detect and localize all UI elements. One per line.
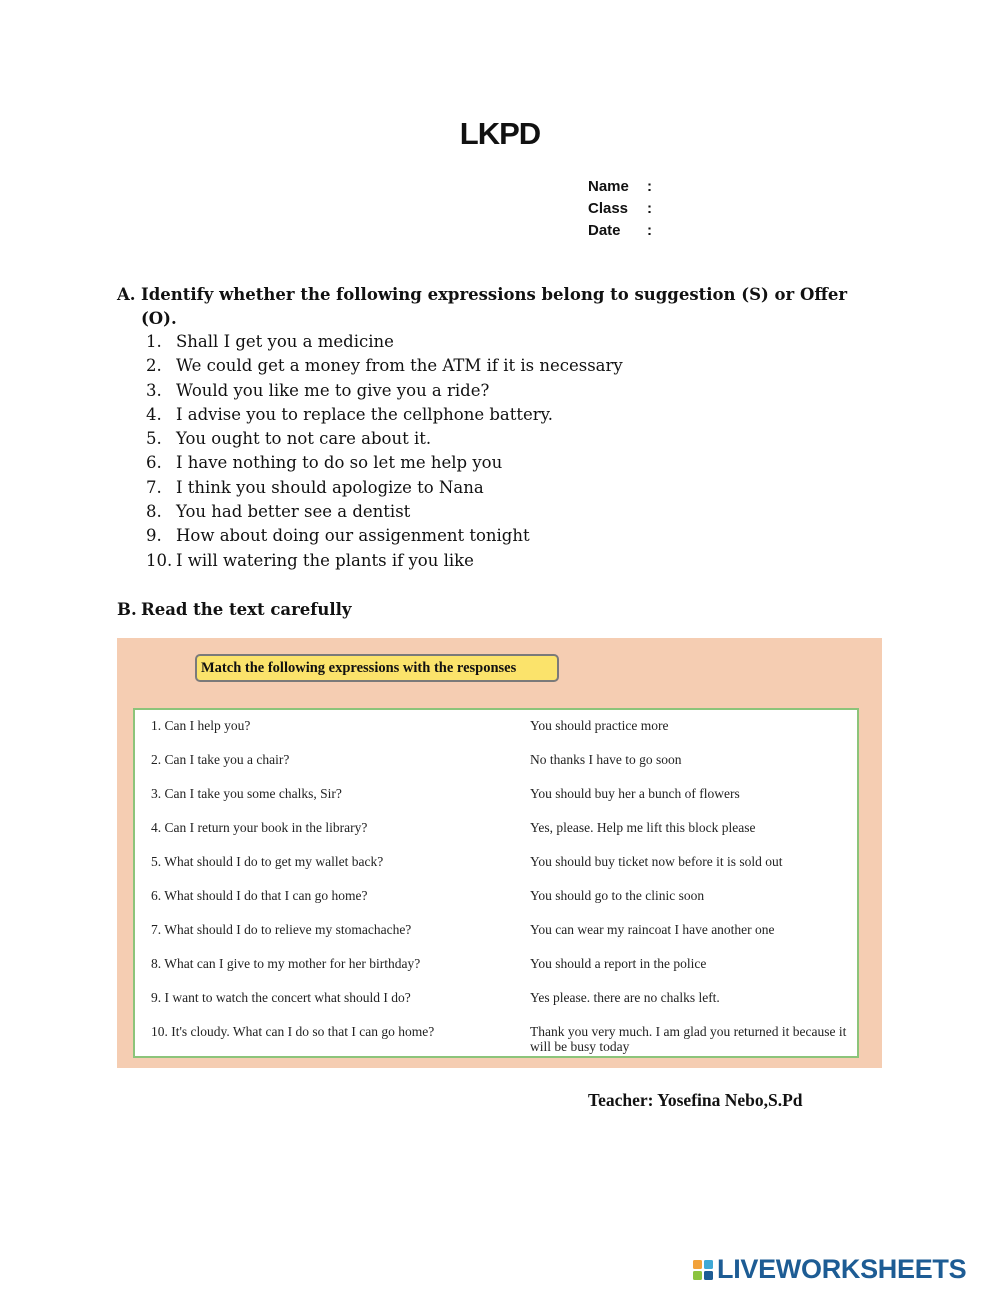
brand-wordmark: LIVEWORKSHEETS	[717, 1254, 967, 1284]
item-number: 5.	[146, 429, 162, 449]
response-cell: You should go to the clinic soon	[530, 888, 705, 903]
item-number: 6.	[146, 453, 162, 473]
list-item	[146, 524, 623, 548]
item-text: Would you like me to give you a ride?	[176, 380, 490, 400]
expression-cell: 3. Can I take you some chalks, Sir?	[151, 786, 342, 801]
item-text: You had better see a dentist	[176, 502, 411, 522]
class-colon: :	[647, 200, 652, 217]
item-text: I think you should apologize to Nana	[176, 477, 484, 497]
item-number: 1.	[146, 332, 162, 351]
expression-cell: 8. What can I give to my mother for her birthday?	[151, 956, 421, 971]
expression-cell: 1. Can I help you?	[151, 718, 251, 733]
item-text: I advise you to replace the cellphone battery.	[176, 404, 554, 424]
item-number: 10.	[146, 550, 173, 570]
response-cell: You can wear my raincoat I have another one	[530, 922, 775, 937]
list-item	[146, 549, 623, 573]
expression-cell: 4. Can I return your book in the library?	[151, 820, 368, 835]
match-panel-header: Match the following expressions with the responses	[195, 654, 559, 682]
list-item	[146, 354, 623, 378]
section-b-instruction	[117, 598, 352, 622]
teacher-name: Teacher: Yosefina Nebo,S.Pd	[588, 1090, 803, 1110]
expression-cell: 2. Can I take you a chair?	[151, 752, 290, 767]
student-info	[588, 176, 657, 242]
expression-cell: 6. What should I do that I can go home?	[151, 888, 368, 903]
item-number: 3.	[146, 380, 162, 400]
section-a-text-line1: Identify whether the following expressions belong to suggestion (S) or Offer	[141, 285, 848, 304]
response-cell: You should practice more	[530, 718, 669, 733]
name-row	[588, 176, 657, 198]
section-a-text-line2: (O).	[141, 309, 177, 328]
item-number: 9.	[146, 526, 162, 546]
item-text: How about doing our assigenment tonight	[176, 526, 530, 546]
page-title: LKPD	[459, 116, 541, 151]
expression-cell: 9. I want to watch the concert what should I do?	[151, 990, 411, 1005]
class-row	[588, 198, 657, 220]
match-table	[133, 708, 859, 1058]
list-item	[146, 403, 623, 427]
name-colon: :	[647, 178, 652, 195]
item-number: 7.	[146, 477, 162, 497]
date-row	[588, 220, 657, 242]
item-number: 2.	[146, 356, 162, 376]
name-label: Name	[588, 178, 629, 195]
response-cell: You should buy ticket now before it is sold out	[530, 854, 783, 869]
expression-cell: 10. It's cloudy. What can I do so that I can go home?	[151, 1024, 435, 1039]
question-list	[146, 330, 623, 573]
response-cell: You should a report in the police	[530, 956, 707, 971]
list-item	[146, 427, 623, 451]
list-item	[146, 500, 623, 524]
item-text: I will watering the plants if you like	[176, 550, 474, 570]
list-item	[146, 379, 623, 403]
expression-cell: 5. What should I do to get my wallet back?	[151, 854, 384, 869]
response-cell: No thanks I have to go soon	[530, 752, 682, 767]
section-b-letter: B.	[117, 600, 137, 619]
item-text: We could get a money from the ATM if it is necessary	[176, 356, 623, 376]
list-item	[146, 476, 623, 500]
response-cell: Thank you very much. I am glad you returned it because it will be busy today	[530, 1024, 847, 1054]
item-number: 4.	[146, 404, 162, 424]
item-text: Shall I get you a medicine	[176, 332, 394, 351]
section-a-instruction	[117, 283, 857, 331]
response-cell: Yes please. there are no chalks left.	[530, 990, 720, 1005]
response-cell: You should buy her a bunch of flowers	[530, 786, 740, 801]
date-label: Date	[588, 222, 621, 239]
liveworksheets-logo-icon	[692, 1259, 714, 1281]
list-item	[146, 451, 623, 475]
list-item	[146, 330, 623, 354]
date-colon: :	[647, 222, 652, 239]
item-text: I have nothing to do so let me help you	[176, 453, 503, 473]
item-number: 8.	[146, 502, 162, 522]
liveworksheets-brand[interactable]	[692, 1254, 966, 1285]
expression-cell: 7. What should I do to relieve my stomachache?	[151, 922, 412, 937]
response-cell: Yes, please. Help me lift this block please	[530, 820, 756, 835]
match-panel	[117, 638, 882, 1068]
section-a-letter: A.	[117, 285, 136, 304]
class-label: Class	[588, 200, 629, 217]
section-b-text: Read the text carefully	[141, 600, 352, 619]
item-text: You ought to not care about it.	[176, 429, 432, 449]
